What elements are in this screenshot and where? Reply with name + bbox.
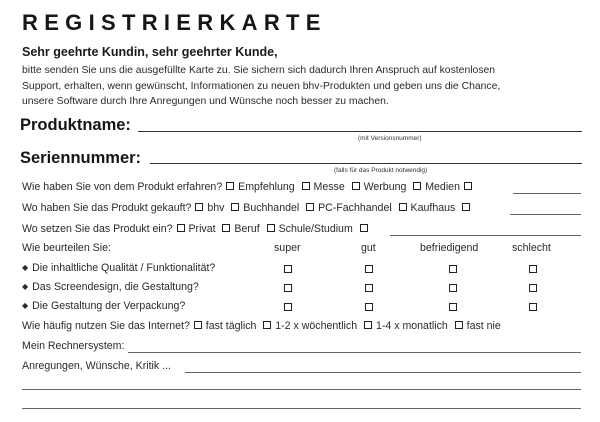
rating-question: Wie beurteilen Sie: — [22, 242, 111, 254]
checkbox-packaging-gut[interactable] — [365, 303, 373, 311]
checkbox-screendesign-schlecht[interactable] — [529, 284, 537, 292]
checkbox-empfehlung[interactable] — [226, 182, 234, 190]
checkbox-other-source[interactable] — [464, 182, 472, 190]
checkbox-quality-schlecht[interactable] — [529, 265, 537, 273]
anregungen-label: Anregungen, Wünsche, Kritik ... — [22, 360, 171, 372]
checkbox-privat[interactable] — [177, 224, 185, 232]
checkbox-quality-super[interactable] — [284, 265, 292, 273]
other-purchase-field[interactable] — [510, 214, 581, 215]
intro-line-1: bitte senden Sie uns die ausgefüllte Karte zu. Sie sichern sich dadurch Ihren Anspruch auf kostenlosen — [22, 65, 496, 76]
anregungen-field[interactable] — [185, 372, 581, 373]
rating-item-quality: ◆ Die inhaltliche Qualität / Funktionalität? — [22, 262, 216, 274]
column-befriedigend: befriedigend — [420, 242, 479, 254]
checkbox-werbung[interactable] — [352, 182, 360, 190]
checkbox-woechentlich[interactable] — [263, 321, 271, 329]
diamond-bullet-icon: ◆ — [22, 263, 29, 272]
greeting: Sehr geehrte Kundin, sehr geehrter Kunde, — [22, 45, 278, 59]
rating-item-packaging: ◆ Die Gestaltung der Verpackung? — [22, 300, 186, 312]
diamond-bullet-icon: ◆ — [22, 301, 29, 310]
diamond-bullet-icon: ◆ — [22, 282, 29, 291]
column-gut: gut — [361, 242, 376, 254]
checkbox-messe[interactable] — [302, 182, 310, 190]
checkbox-other-purchase[interactable] — [462, 203, 470, 211]
seriennummer-field[interactable] — [150, 163, 582, 164]
produktname-label: Produktname: — [20, 116, 131, 134]
checkbox-pc-fachhandel[interactable] — [306, 203, 314, 211]
checkbox-buchhandel[interactable] — [231, 203, 239, 211]
checkbox-bhv[interactable] — [195, 203, 203, 211]
rechnersystem-label: Mein Rechnersystem: — [22, 340, 125, 352]
seriennummer-label: Seriennummer: — [20, 149, 142, 167]
intro-line-2: Support, erhalten, wenn gewünscht, Informationen zu neuen bhv-Produkten und geben uns die Chance, — [22, 80, 501, 92]
question-usage: Wo setzen Sie das Produkt ein? Privat Beruf Schule/Studium — [22, 223, 369, 235]
checkbox-monatlich[interactable] — [364, 321, 372, 329]
checkbox-kaufhaus[interactable] — [399, 203, 407, 211]
checkbox-packaging-befriedigend[interactable] — [449, 303, 457, 311]
rating-item-screendesign: ◆ Das Screendesign, die Gestaltung? — [22, 281, 199, 293]
seriennummer-hint: (falls für das Produkt notwendig) — [334, 167, 428, 174]
anregungen-line-3[interactable] — [22, 408, 581, 409]
column-super: super — [274, 242, 301, 254]
checkbox-fast-nie[interactable] — [455, 321, 463, 329]
checkbox-beruf[interactable] — [222, 224, 230, 232]
intro-line-3: unsere Software durch Ihre Anregungen und Wünsche noch besser zu machen. — [22, 96, 389, 107]
question-purchase: Wo haben Sie das Produkt gekauft? bhv Buchhandel PC-Fachhandel Kaufhaus — [22, 202, 471, 214]
column-schlecht: schlecht — [512, 242, 551, 254]
anregungen-line-2[interactable] — [22, 389, 581, 390]
produktname-hint: (mit Versionsnummer) — [358, 135, 422, 142]
rechnersystem-field[interactable] — [128, 352, 581, 353]
other-usage-field[interactable] — [390, 235, 581, 236]
checkbox-quality-gut[interactable] — [365, 265, 373, 273]
checkbox-packaging-super[interactable] — [284, 303, 292, 311]
question-internet: Wie häufig nutzen Sie das Internet? fast täglich 1-2 x wöchentlich 1-4 x monatlich fast nie — [22, 320, 501, 332]
other-source-field[interactable] — [513, 193, 581, 194]
checkbox-screendesign-gut[interactable] — [365, 284, 373, 292]
checkbox-packaging-schlecht[interactable] — [529, 303, 537, 311]
checkbox-screendesign-super[interactable] — [284, 284, 292, 292]
checkbox-schule-studium[interactable] — [267, 224, 275, 232]
checkbox-fast-taeglich[interactable] — [194, 321, 202, 329]
checkbox-screendesign-befriedigend[interactable] — [449, 284, 457, 292]
checkbox-medien[interactable] — [413, 182, 421, 190]
card-title: REGISTRIERKARTE — [22, 10, 327, 35]
question-source: Wie haben Sie von dem Produkt erfahren? Empfehlung Messe Werbung Medien — [22, 181, 473, 193]
checkbox-quality-befriedigend[interactable] — [449, 265, 457, 273]
produktname-field[interactable] — [138, 131, 582, 132]
checkbox-other-usage[interactable] — [360, 224, 368, 232]
